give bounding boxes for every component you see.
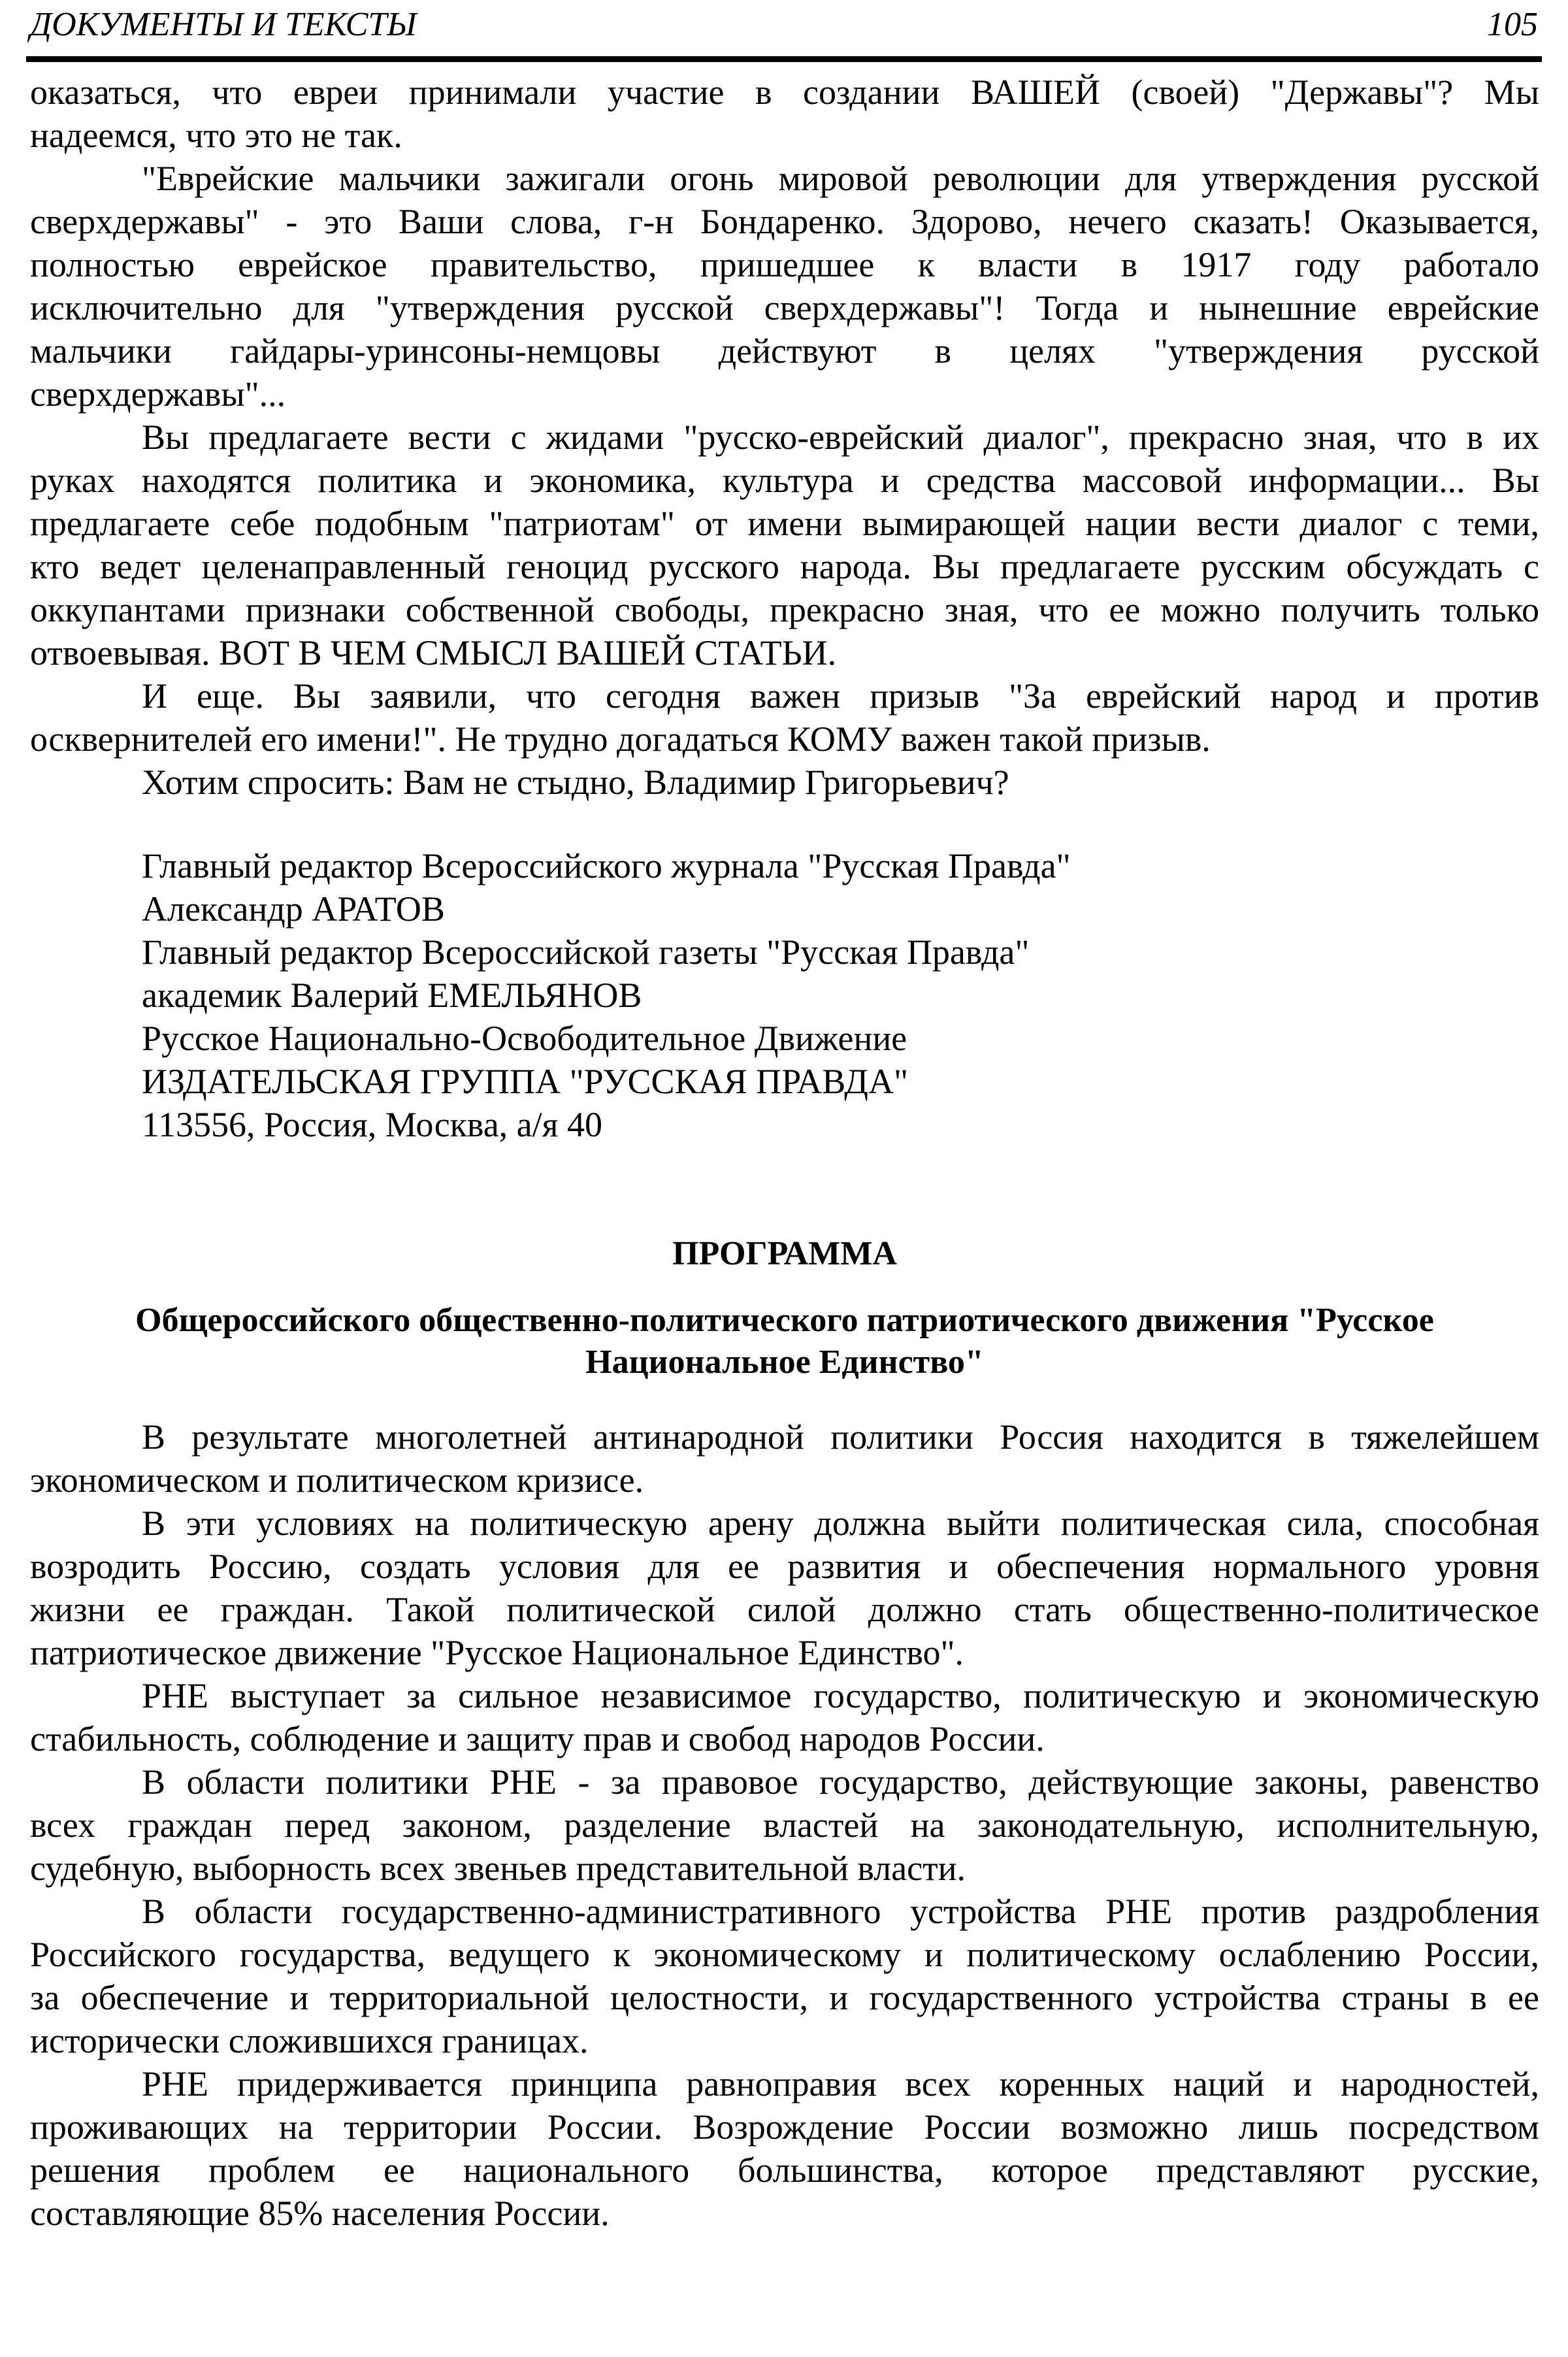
text-line: сверхдержавы"... xyxy=(30,374,286,414)
signature-line: Русское Национально-Освободительное Движение xyxy=(142,1019,907,1058)
text-line: оказаться, что евреи принимали участие в создании ВАШЕЙ (своей) "Державы"? Мы xyxy=(30,73,1539,112)
text-line: Хотим спросить: Вам не стыдно, Владимир Григорьевич? xyxy=(142,763,1009,802)
section-title: ДОКУМЕНТЫ И ТЕКСТЫ xyxy=(30,6,417,43)
text-line: В области государственно-административного устройства РНЕ против раздробления xyxy=(142,1892,1539,1931)
text-line: жизни ее граждан. Такой политической силой должно стать общественно-политическое xyxy=(30,1590,1539,1629)
signature-line: академик Валерий ЕМЕЛЬЯНОВ xyxy=(142,976,642,1015)
text-line: патриотическое движение "Русское Национальное Единство". xyxy=(30,1633,964,1672)
text-line: отвоевывая. ВОТ В ЧЕМ СМЫСЛ ВАШЕЙ СТАТЬИ. xyxy=(30,633,837,672)
text-line: составляющие 85% населения России. xyxy=(30,2194,610,2233)
text-line: "Еврейские мальчики зажигали огонь мировой революции для утверждения русской xyxy=(142,159,1539,198)
text-line: И еще. Вы заявили, что сегодня важен призыв "За еврейский народ и против xyxy=(142,676,1539,716)
header-rule xyxy=(26,56,1542,62)
text-line: сверхдержавы" - это Ваши слова, г-н Бондаренко. Здорово, нечего сказать! Оказывается, xyxy=(30,202,1539,241)
text-line: экономическом и политическом кризисе. xyxy=(30,1460,644,1500)
text-line: исторически сложившихся границах. xyxy=(30,2021,589,2060)
signature-line: ИЗДАТЕЛЬСКАЯ ГРУППА "РУССКАЯ ПРАВДА" xyxy=(142,1062,909,1101)
program-subtitle-line: Национальное Единство" xyxy=(585,1343,984,1381)
text-line: возродить Россию, создать условия для ее развития и обеспечения нормального уровня xyxy=(30,1547,1539,1586)
text-line: В области политики РНЕ - за правовое государство, действующие законы, равенство xyxy=(142,1762,1539,1802)
text-line: РНЕ придерживается принципа равноправия всех коренных наций и народностей, xyxy=(142,2064,1539,2103)
text-line: полностью еврейское правительство, пришедшее к власти в 1917 году работало xyxy=(30,245,1539,284)
text-line: всех граждан перед законом, разделение властей на законодательную, исполнительную, xyxy=(30,1805,1539,1845)
signature-line: Главный редактор Всероссийского журнала "Русская Правда" xyxy=(142,846,1071,885)
signature-line: Александр АРАТОВ xyxy=(142,889,445,929)
text-line: В эти условиях на политическую арену должна выйти политическая сила, способная xyxy=(142,1504,1539,1543)
text-line: осквернителей его имени!". Не трудно догадаться КОМУ важен такой призыв. xyxy=(30,719,1211,759)
running-header xyxy=(30,5,1538,51)
text-line: за обеспечение и территориальной целостности, и государственного устройства страны в ее xyxy=(30,1978,1539,2017)
text-line: Вы предлагаете вести с жидами "русско-еврейский диалог", прекрасно зная, что в их xyxy=(142,418,1539,457)
text-line: судебную, выборность всех звеньев представительной власти. xyxy=(30,1849,966,1888)
text-line: руках находятся политика и экономика, культура и средства массовой информации... Вы xyxy=(30,461,1539,500)
text-line: стабильность, соблюдение и защиту прав и свобод народов России. xyxy=(30,1719,1045,1758)
signature-line: 113556, Россия, Москва, а/я 40 xyxy=(142,1105,602,1144)
text-line: кто ведет целенаправленный геноцид русского народа. Вы предлагаете русским обсуждать с xyxy=(30,547,1539,586)
program-subtitle-line: Общероссийского общественно-политического патриотического движения "Русское xyxy=(135,1302,1434,1339)
text-line: В результате многолетней антинародной политики Россия находится в тяжелейшем xyxy=(142,1417,1539,1457)
page-number: 105 xyxy=(1487,6,1538,43)
text-line: предлагаете себе подобным "патриотам" от имени вымирающей нации вести диалог с теми, xyxy=(30,504,1539,543)
text-line: проживающих на территории России. Возрождение России возможно лишь посредством xyxy=(30,2107,1539,2147)
text-line: мальчики гайдары-уринсоны-немцовы действуют в целях "утверждения русской xyxy=(30,331,1539,371)
text-line: надеемся, что это не так. xyxy=(30,116,402,155)
text-line: РНЕ выступает за сильное независимое государство, политическую и экономическую xyxy=(142,1676,1539,1715)
program-title: ПРОГРАММА xyxy=(672,1235,897,1272)
signature-line: Главный редактор Всероссийской газеты "Русская Правда" xyxy=(142,932,1030,972)
text-line: оккупантами признаки собственной свободы, прекрасно зная, что ее можно получить только xyxy=(30,590,1539,629)
text-line: исключительно для "утверждения русской сверхдержавы"! Тогда и нынешние еврейские xyxy=(30,288,1539,327)
text-line: Российского государства, ведущего к экономическому и политическому ослаблению России, xyxy=(30,1935,1539,1974)
text-line: решения проблем ее национального большинства, которое представляют русские, xyxy=(30,2151,1539,2190)
